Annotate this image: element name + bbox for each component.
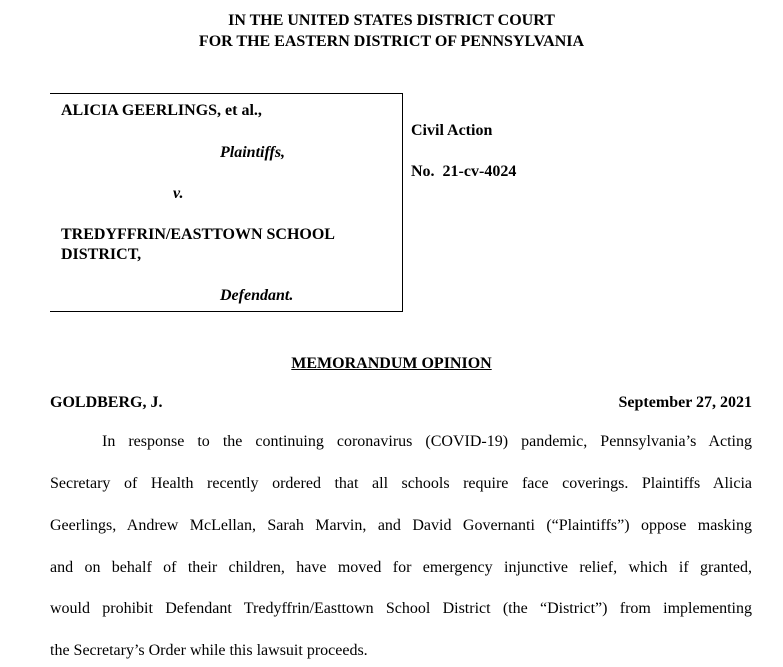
paragraph-line: Secretary of Health recently ordered that all schools require face coverings. Plaintiffs Alicia — [50, 475, 752, 492]
versus-label: v. — [173, 185, 184, 202]
memorandum-title — [0, 354, 783, 374]
case-number: No. 21-cv-4024 — [411, 163, 517, 180]
civil-action-label: Civil Action — [411, 122, 493, 139]
opinion-date: September 27, 2021 — [618, 394, 752, 411]
paragraph-line: In response to the continuing coronavirus (COVID-19) pandemic, Pennsylvania’s Acting — [102, 433, 752, 450]
defendant-name-line-2: DISTRICT, — [61, 246, 142, 263]
defendant-role: Defendant. — [220, 287, 294, 304]
plaintiff-role: Plaintiffs, — [220, 144, 286, 161]
memorandum-title-text: MEMORANDUM OPINION — [291, 355, 492, 372]
court-header-line-1: IN THE UNITED STATES DISTRICT COURT — [228, 12, 555, 29]
court-header-line-2: FOR THE EASTERN DISTRICT OF PENNSYLVANIA — [198, 33, 585, 50]
paragraph-line: would prohibit Defendant Tredyffrin/Easttown School District (the “District”) from implementing — [50, 600, 752, 617]
plaintiff-name: ALICIA GEERLINGS, et al., — [61, 102, 262, 119]
paragraph-line: the Secretary’s Order while this lawsuit proceeds. — [50, 642, 368, 659]
case-caption-box — [50, 93, 403, 312]
paragraph-line: Geerlings, Andrew McLellan, Sarah Marvin, and David Governanti (“Plaintiffs”) oppose masking — [50, 517, 752, 534]
defendant-name-line-1: TREDYFFRIN/EASTTOWN SCHOOL — [61, 226, 335, 243]
paragraph-line: and on behalf of their children, have moved for emergency injunctive relief, which if granted, — [50, 559, 752, 576]
court-header — [0, 10, 783, 52]
judge-name: GOLDBERG, J. — [50, 394, 163, 411]
